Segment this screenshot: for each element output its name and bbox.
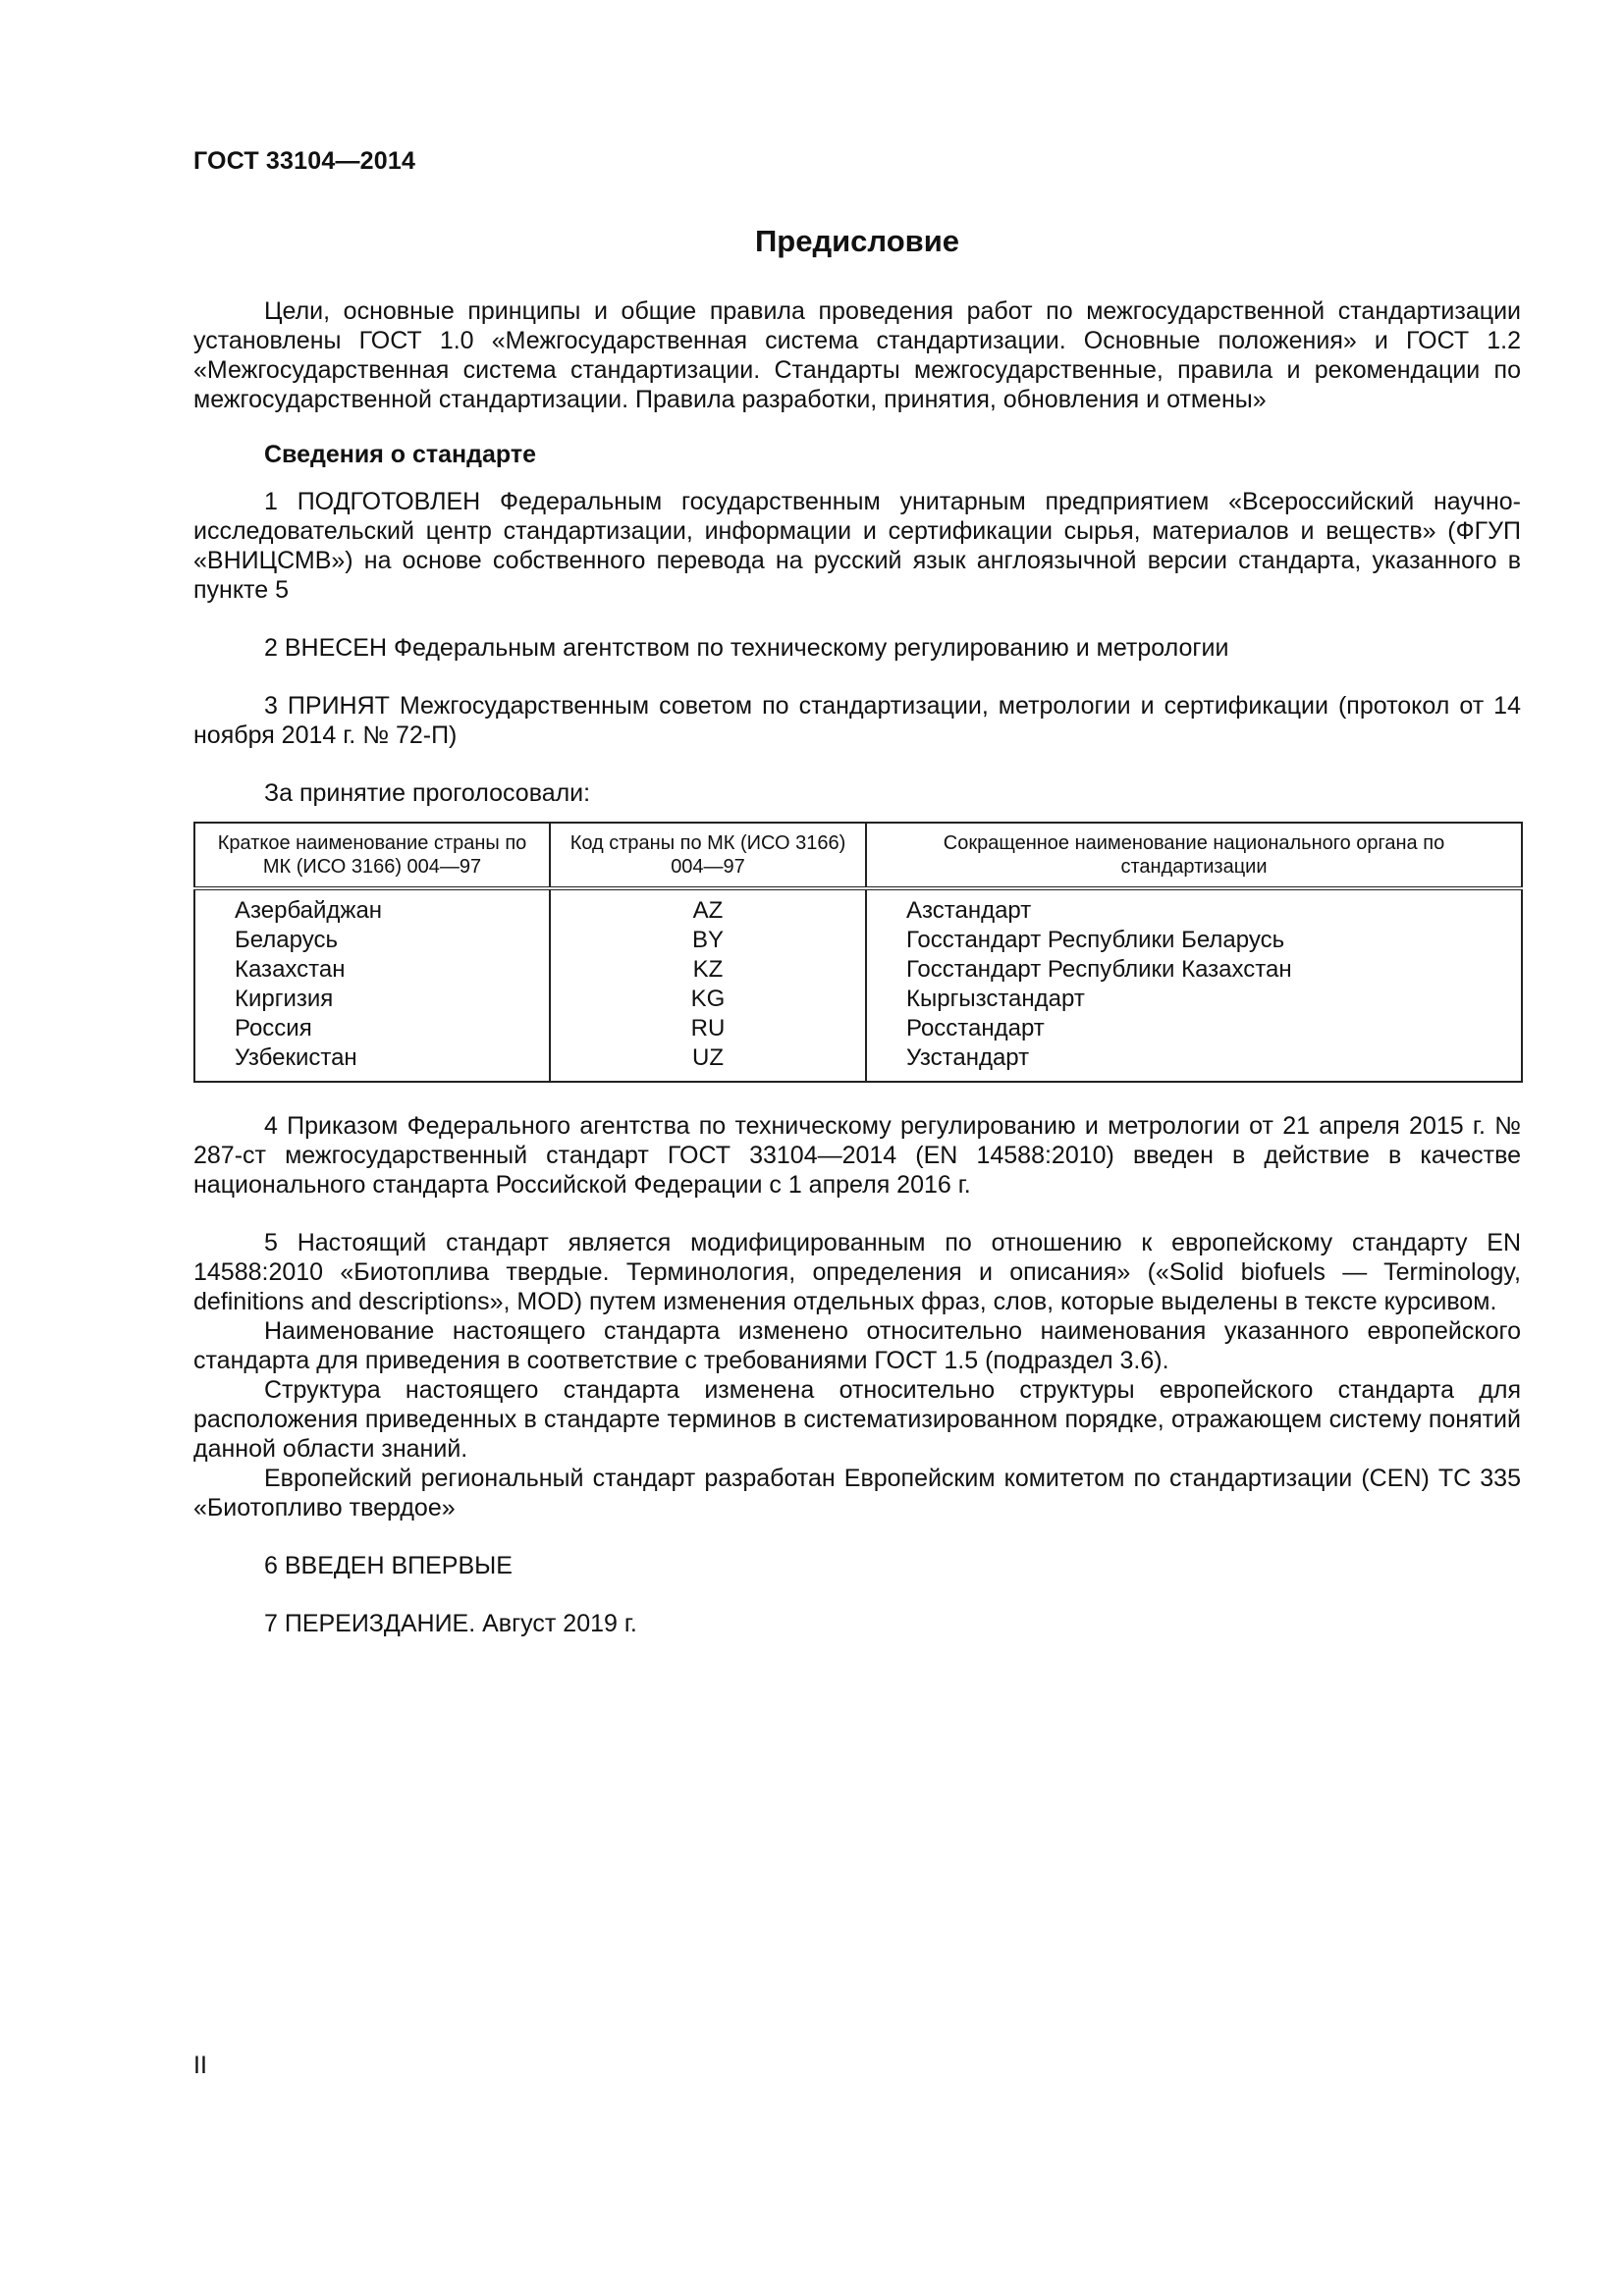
- page-title: Предисловие: [754, 224, 959, 258]
- table-cell-body: Росстандарт: [866, 1014, 1522, 1043]
- table-cell-body: Госстандарт Республики Беларусь: [866, 926, 1522, 955]
- table-cell-country: Киргизия: [194, 985, 550, 1014]
- table-cell-body: Госстандарт Республики Казахстан: [866, 955, 1522, 985]
- table-row: [194, 1043, 1522, 1082]
- vote-intro-paragraph: За принятие проголосовали:: [264, 779, 591, 807]
- item-7-paragraph: 7 ПЕРЕИЗДАНИЕ. Август 2019 г.: [264, 1610, 637, 1637]
- item-5-structure-paragraph: Структура настоящего стандарта изменена относительно структуры европейского стандарта для расположения приведенных в стандарте терминов в систематизированном порядке, отражающем систему понятий данной области знаний.: [193, 1376, 1521, 1463]
- item-3-paragraph: 3 ПРИНЯТ Межгосударственным советом по стандартизации, метрологии и сертификации (протокол от 14 ноября 2014 г. № 72-П): [193, 692, 1521, 749]
- foreword-body: [193, 296, 1521, 1638]
- table-header-country: Краткое наименование страны по МК (ИСО 3166) 004—97: [194, 823, 550, 888]
- table-cell-country: Казахстан: [194, 955, 550, 985]
- table-cell-code: BY: [550, 926, 866, 955]
- table-header-row: [194, 823, 1522, 888]
- item-5-naming-paragraph: Наименование настоящего стандарта изменено относительно наименования указанного европейского стандарта для приведения в соответствие с требованиями ГОСТ 1.5 (подраздел 3.6).: [193, 1317, 1521, 1374]
- table-cell-body: Узстандарт: [866, 1043, 1522, 1082]
- table-row: [194, 985, 1522, 1014]
- table-row: [194, 955, 1522, 985]
- table-cell-country: Беларусь: [194, 926, 550, 955]
- table-row: [194, 926, 1522, 955]
- table-header-code: Код страны по МК (ИСО 3166) 004—97: [550, 823, 866, 888]
- item-5-cen-paragraph: Европейский региональный стандарт разработан Европейским комитетом по стандартизации (CEN) ТС 335 «Биотопливо твердое»: [193, 1465, 1521, 1522]
- item-2-paragraph: 2 ВНЕСЕН Федеральным агентством по техническому регулированию и метрологии: [264, 634, 1229, 662]
- table-cell-code: AZ: [550, 888, 866, 926]
- table-cell-code: RU: [550, 1014, 866, 1043]
- table-cell-code: KZ: [550, 955, 866, 985]
- table-cell-country: Россия: [194, 1014, 550, 1043]
- item-1-paragraph: 1 ПОДГОТОВЛЕН Федеральным государственным унитарным предприятием «Всероссийский научно-исследовательский центр стандартизации, информации и сертификации сырья, материалов и веществ» (ФГУП «ВНИЦСМВ») на основе собственного перевода на русский язык англоязычной версии стандарта, указанного в пункте 5: [193, 488, 1521, 604]
- section-heading: Сведения о стандарте: [264, 441, 537, 468]
- table-cell-code: UZ: [550, 1043, 866, 1082]
- table-cell-code: KG: [550, 985, 866, 1014]
- item-4-paragraph: 4 Приказом Федерального агентства по техническому регулированию и метрологии от 21 апреля 2015 г. № 287-ст межгосударственный стандарт ГОСТ 33104—2014 (EN 14588:2010) введен в действие в качестве национального стандарта Российской Федерации с 1 апреля 2016 г.: [193, 1112, 1521, 1199]
- table-cell-body: Азстандарт: [866, 888, 1522, 926]
- table-row: [194, 1014, 1522, 1043]
- table-header-body: Сокращенное наименование национального органа по стандартизации: [866, 823, 1522, 888]
- table-cell-country: Узбекистан: [194, 1043, 550, 1082]
- document-code-header: ГОСТ 33104—2014: [193, 147, 416, 175]
- table-cell-body: Кыргызстандарт: [866, 985, 1522, 1014]
- table-row: [194, 888, 1522, 926]
- item-5-paragraph: 5 Настоящий стандарт является модифицированным по отношению к европейскому стандарту EN 14588:2010 «Биотоплива твердые. Терминология, определения и описания» («Solid biofuels — Terminology, definitions and descriptions», MOD) путем изменения отдельных фраз, слов, которые выделены в тексте курсивом.: [193, 1229, 1521, 1315]
- voting-table: [193, 822, 1523, 1083]
- item-6-paragraph: 6 ВВЕДЕН ВПЕРВЫЕ: [264, 1552, 513, 1579]
- intro-paragraph: Цели, основные принципы и общие правила проведения работ по межгосударственной стандартизации установлены ГОСТ 1.0 «Межгосударственная система стандартизации. Основные положения» и ГОСТ 1.2 «Межгосударственная система стандартизации. Стандарты межгосударственные, правила и рекомендации по межгосударственной стандартизации. Правила разработки, принятия, обновления и отмены»: [193, 297, 1521, 413]
- page-number: II: [193, 2052, 207, 2079]
- table-cell-country: Азербайджан: [194, 888, 550, 926]
